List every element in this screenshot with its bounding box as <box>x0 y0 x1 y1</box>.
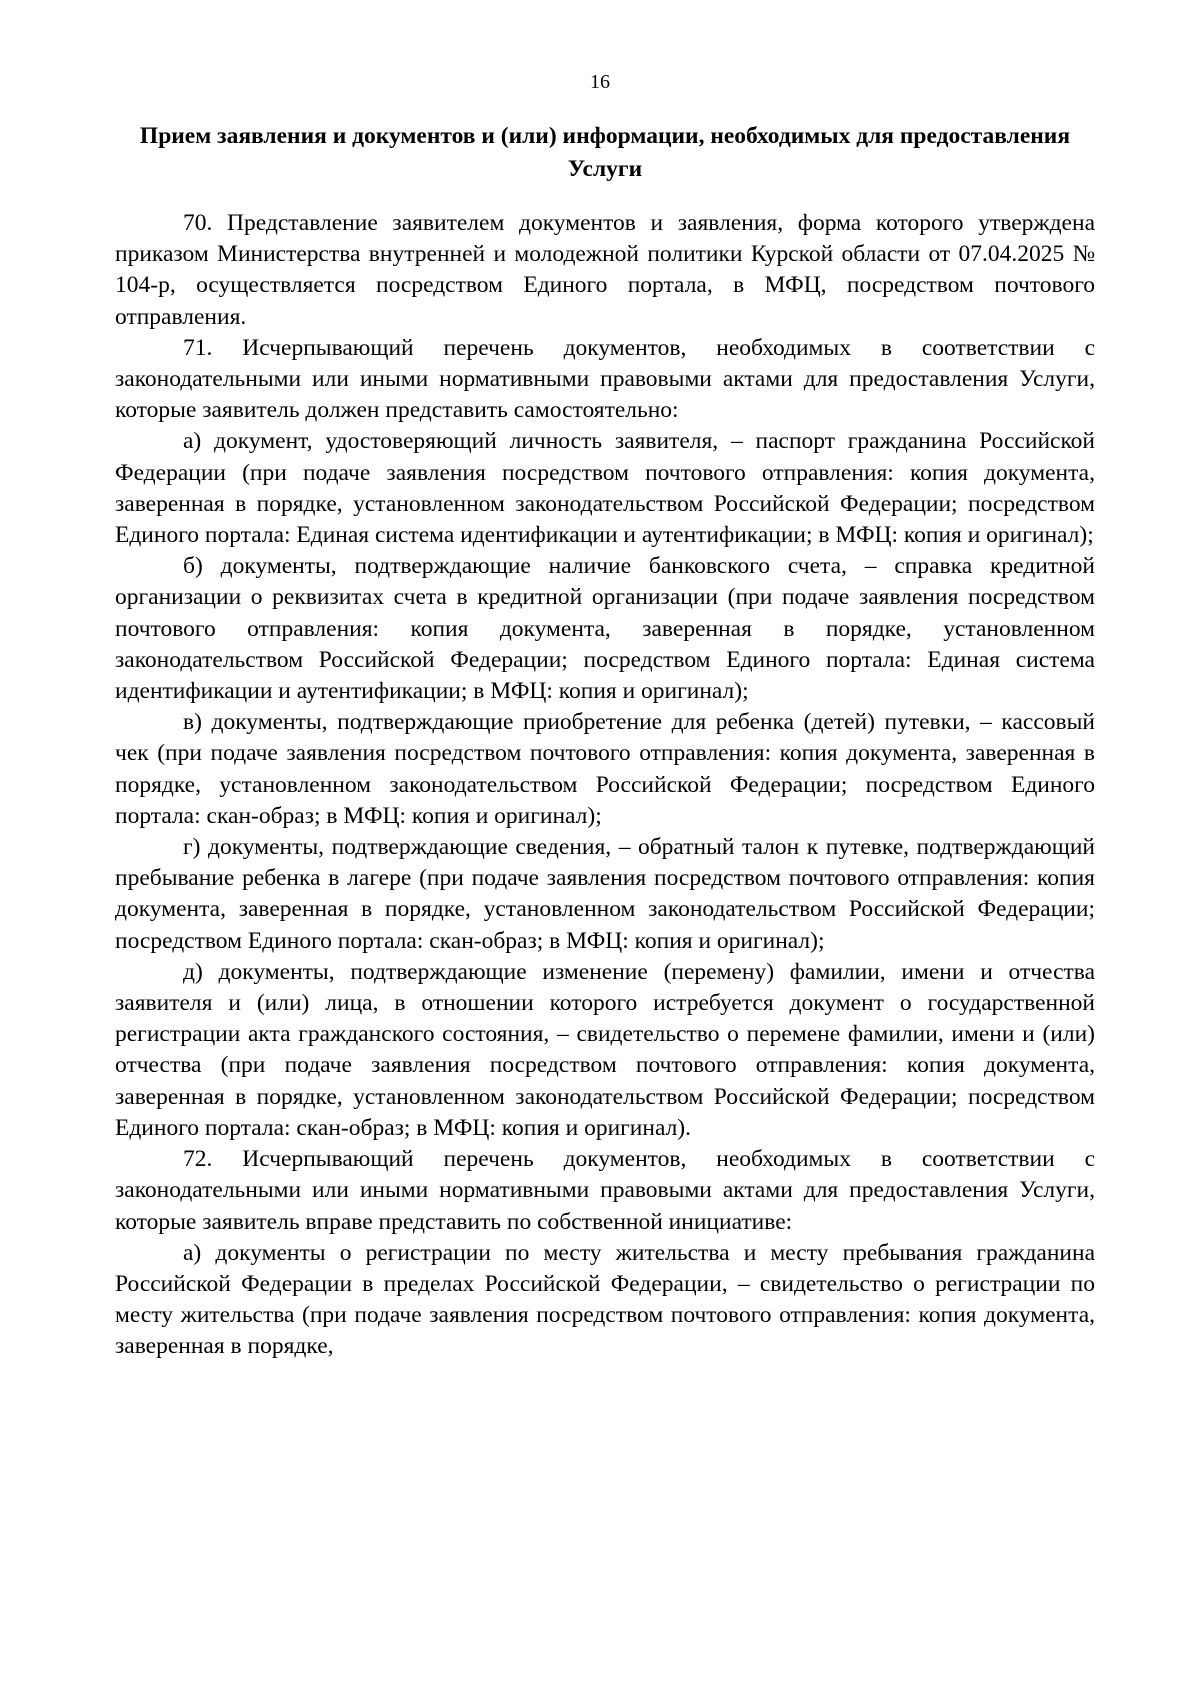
list-item-71-b: б) документы, подтверждающие наличие банковского счета, – справка кредитной организации о реквизитах счета в кредитной организации (при подаче заявления посредством почтового отправления: копия документа, заверенная в порядке, установленном законодательством Российской Федерации; посредством Единого портала: Единая система идентификации и аутентификации; в МФЦ: копия и оригинал); <box>115 553 1095 705</box>
paragraph-71: 71. Исчерпывающий перечень документов, необходимых в соответствии с законодательными или иными нормативными правовыми актами для предоставления Услуги, которые заявитель должен представить самостоятельно: <box>115 334 1095 424</box>
page-number: 16 <box>590 71 610 93</box>
paragraph-72: 72. Исчерпывающий перечень документов, необходимых в соответствии с законодательными или иными нормативными правовыми актами для предоставления Услуги, которые заявитель вправе представить по собственной инициативе: <box>115 1146 1095 1235</box>
list-item-71-d: д) документы, подтверждающие изменение (перемену) фамилии, имени и отчества заявителя и (или) лица, в отношении которого истребуется документ о государственной регистрации акта гражданского состояния, – свидетельство о перемене фамилии, имени и (или) отчества (при подаче заявления посредством почтового отправления: копия документа, заверенная в порядке, установленном законодательством Российской Федерации; посредством Единого портала: скан-образ; в МФЦ: копия и оригинал). <box>115 958 1095 1141</box>
list-item-71-a: а) документ, удостоверяющий личность заявителя, – паспорт гражданина Российской Федерации (при подаче заявления посредством почтового отправления: копия документа, заверенная в порядке, установленном законодательством Российской Федерации; посредством Единого портала: Единая система идентификации и аутентификации; в МФЦ: копия и оригинал); <box>115 428 1095 549</box>
list-item-72-a: а) документы о регистрации по месту жительства и месту пребывания гражданина Российской Федерации в пределах Российской Федерации, – свидетельство о регистрации по месту жительства (при подаче заявления посредством почтового отправления: копия документа, заверенная в порядке, <box>115 1239 1095 1360</box>
document-body <box>115 208 1095 1363</box>
list-item-71-v: в) документы, подтверждающие приобретение для ребенка (детей) путевки, – кассовый чек (при подаче заявления посредством почтового отправления: копия документа, заверенная в порядке, установленном законодательством Российской Федерации; посредством Единого портала: скан-образ; в МФЦ: копия и оригинал); <box>115 709 1095 829</box>
paragraph-70: 70. Представление заявителем документов и заявления, форма которого утверждена приказом Министерства внутренней и молодежной политики Курской области от 07.04.2025 № 104-р, осуществляется посредством Единого портала, в МФЦ, посредством почтового отправления. <box>115 210 1095 330</box>
section-title: Прием заявления и документов и (или) информации, необходимых для предоставления Услуги <box>139 123 1071 182</box>
list-item-71-g: г) документы, подтверждающие сведения, – обратный талон к путевке, подтверждающий пребывание ребенка в лагере (при подаче заявления посредством почтового отправления: копия документа, заверенная в порядке, установленном законодательством Российской Федерации; посредством Единого портала: скан-образ; в МФЦ: копия и оригинал); <box>115 834 1095 954</box>
